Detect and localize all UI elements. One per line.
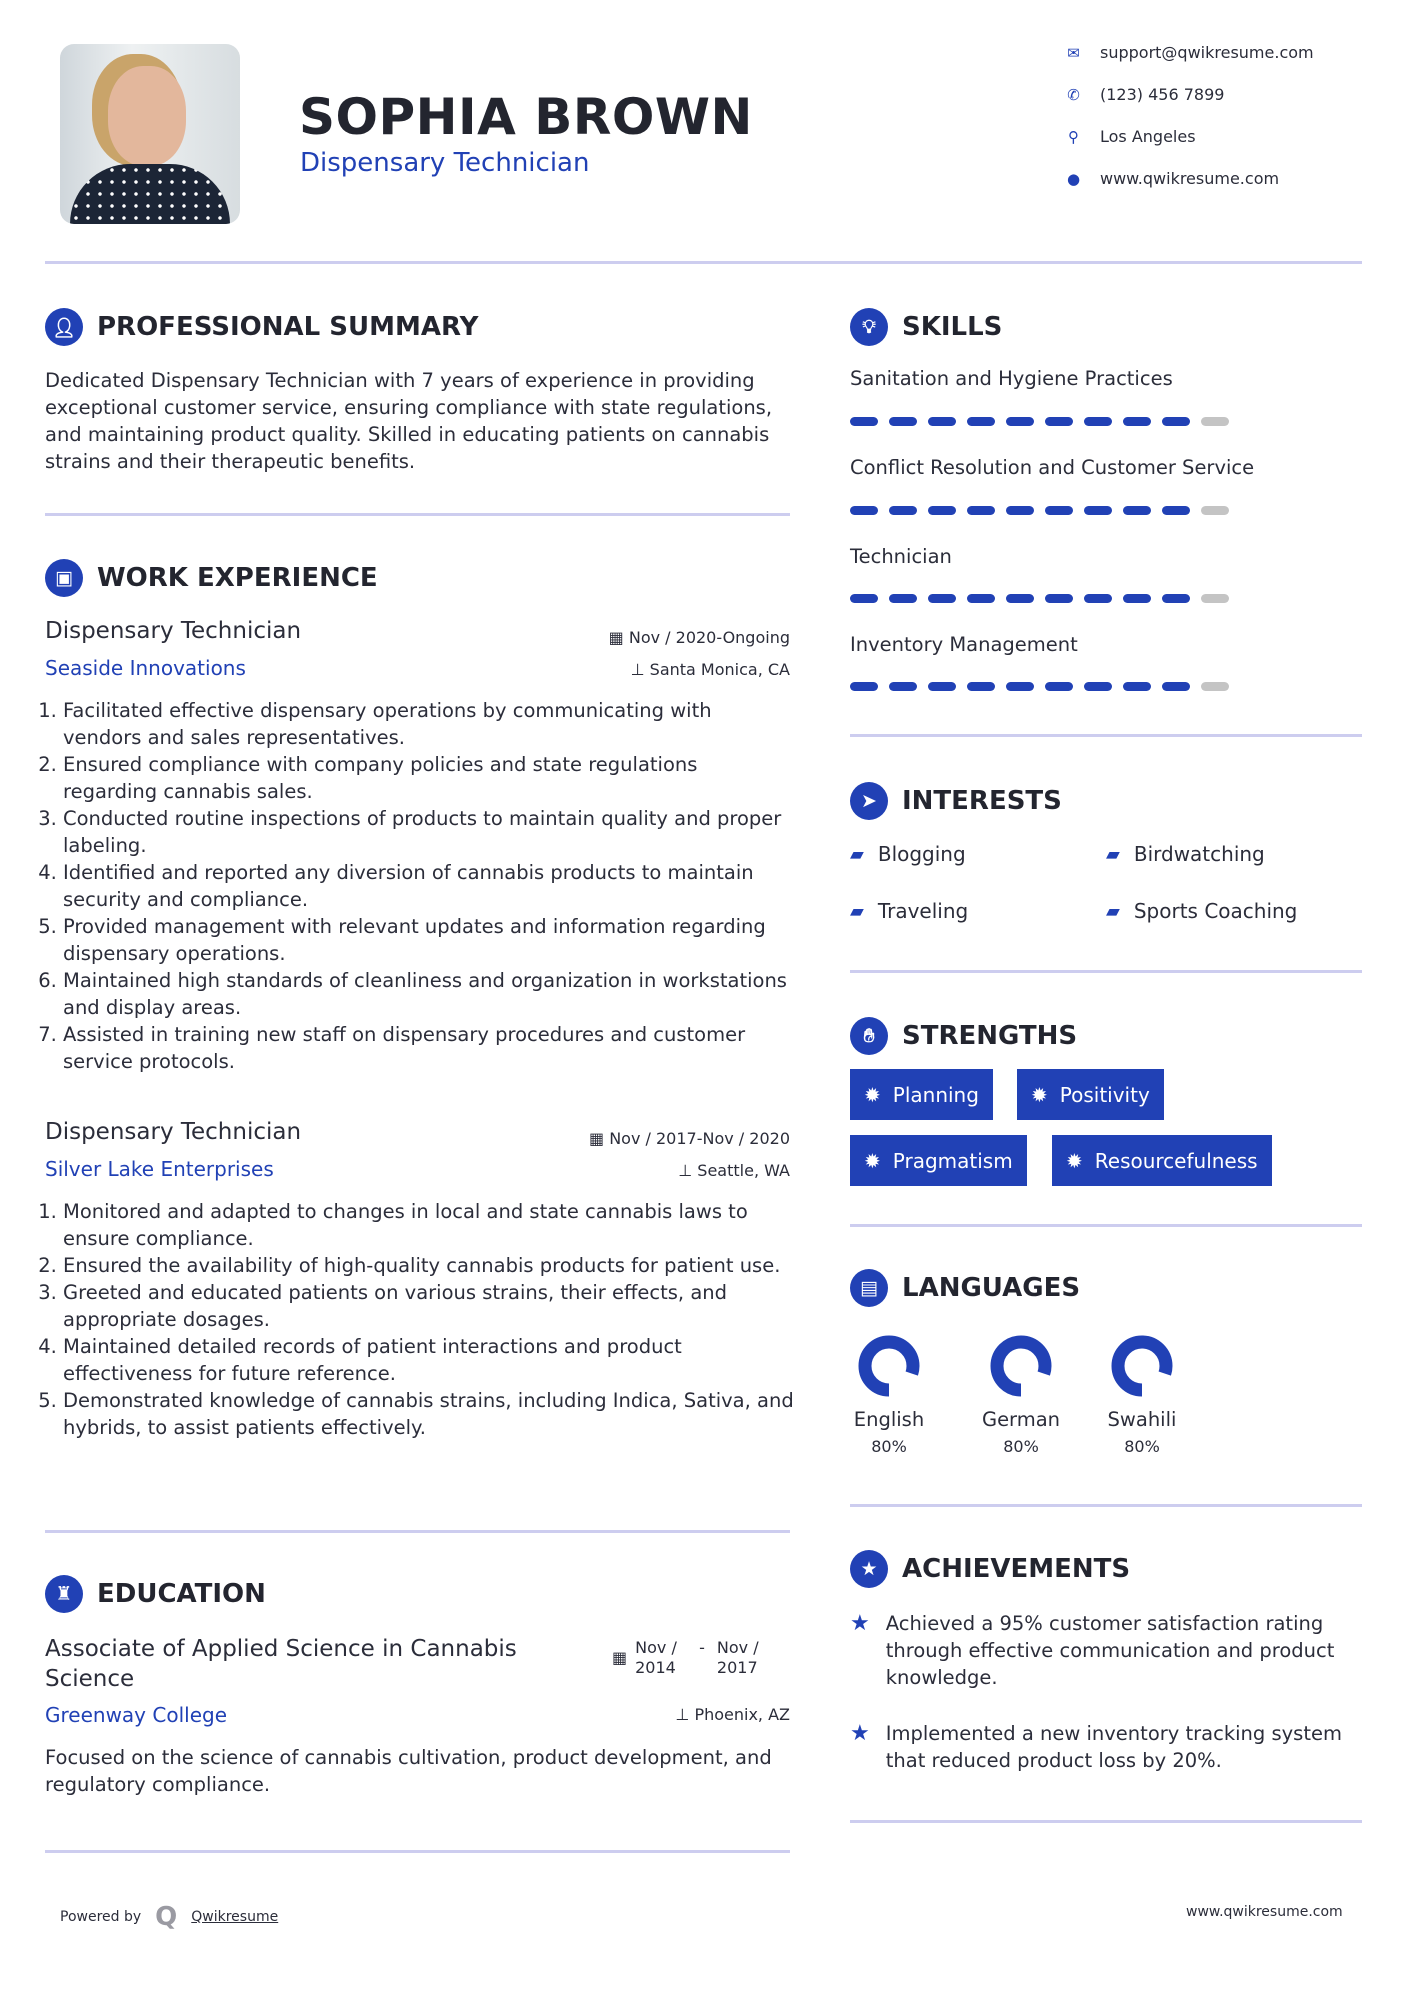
divider <box>45 1530 790 1533</box>
list-item: 6. Maintained high standards of cleanliness and organization in workstations and display areas. <box>63 967 795 1021</box>
skill-level-segment <box>1045 506 1073 515</box>
skill-level-segment <box>1201 682 1229 691</box>
skill-level-segment <box>1162 506 1190 515</box>
skill-level-bar <box>850 682 1229 691</box>
skill-level-segment <box>928 506 956 515</box>
skill-level-segment <box>850 506 878 515</box>
language-proficiency-ring <box>989 1334 1053 1398</box>
skill-level-segment <box>889 506 917 515</box>
job-date: ▦ Nov / 2017-Nov / 2020 <box>589 1129 790 1148</box>
candidate-name: SOPHIA BROWN <box>299 88 753 146</box>
skill-level-segment <box>850 594 878 603</box>
skill-level-segment <box>889 594 917 603</box>
degree-title: Associate of Applied Science in Cannabis Science <box>45 1636 517 1692</box>
skill-level-bar <box>850 594 1229 603</box>
skill-level-segment <box>1123 682 1151 691</box>
skill-level-segment <box>1162 682 1190 691</box>
list-item: 2. Ensured the availability of high-quality cannabis products for patient use. <box>63 1252 795 1279</box>
language-proficiency-ring <box>857 1334 921 1398</box>
section-heading-languages: ▤ LANGUAGES <box>850 1269 1080 1307</box>
list-item: 2. Ensured compliance with company policies and state regulations regarding cannabis sales. <box>63 751 795 805</box>
star-icon: ★ <box>850 1550 888 1588</box>
graduate-icon: ♜ <box>45 1575 83 1613</box>
language-name: English <box>853 1408 925 1431</box>
skill-level-segment <box>1201 506 1229 515</box>
job-bullets <box>45 1198 795 1441</box>
skill-level-segment <box>1006 417 1034 426</box>
footer-powered-by <box>60 1902 278 1932</box>
interest-item: ▰ Traveling <box>850 899 969 923</box>
section-heading-summary: 👤︎ PROFESSIONAL SUMMARY <box>45 308 478 346</box>
skill-level-bar <box>850 417 1229 426</box>
divider <box>850 1224 1362 1227</box>
achievement-item: ★ Achieved a 95% customer satisfaction rating through effective communication and product knowledge. <box>850 1611 1335 1689</box>
list-item: 1. Facilitated effective dispensary operations by communicating with vendors and sales representatives. <box>63 697 795 751</box>
user-icon: 👤︎ <box>45 308 83 346</box>
skill-level-segment <box>1084 682 1112 691</box>
map-pin-icon: ⚲ <box>1068 127 1079 146</box>
paper-plane-icon: ➤ <box>850 782 888 820</box>
powered-by-label: Powered by <box>60 1909 142 1925</box>
skill-level-segment <box>1123 417 1151 426</box>
skill-name: Conflict Resolution and Customer Service <box>850 456 1255 479</box>
skill-name: Inventory Management <box>850 633 1078 656</box>
skill-level-segment <box>928 682 956 691</box>
profile-photo <box>60 44 240 224</box>
skill-level-segment <box>1045 594 1073 603</box>
skill-level-segment <box>889 417 917 426</box>
pin-icon: ⊥ <box>630 660 650 679</box>
skill-level-segment <box>850 417 878 426</box>
skill-level-segment <box>1084 506 1112 515</box>
divider <box>850 970 1362 973</box>
summary-text: Dedicated Dispensary Technician with 7 years of experience in providing exceptional customer service, ensuring compliance with state regulations, and maintaining product quality. Skilled in educating patients on cannabis strains and their therapeutic benefits. <box>45 369 773 473</box>
language-percent: 80% <box>1003 1437 1039 1456</box>
skill-level-segment <box>1201 594 1229 603</box>
education-description: Focused on the science of cannabis cultivation, product development, and regulatory compliance. <box>45 1746 772 1796</box>
pin-icon: ⊥ <box>678 1161 698 1180</box>
badge-icon: ✹ <box>1066 1148 1083 1173</box>
divider <box>850 1820 1362 1823</box>
list-item: 3. Greeted and educated patients on various strains, their effects, and appropriate dosages. <box>63 1279 795 1333</box>
skill-level-segment <box>1123 506 1151 515</box>
contact-phone <box>1065 85 1224 104</box>
star-icon: ★ <box>850 1611 870 1636</box>
list-item: 7. Assisted in training new staff on dispensary procedures and customer service protocols. <box>63 1021 795 1075</box>
badge-icon: ✹ <box>864 1148 881 1173</box>
globe-icon: ● <box>1066 169 1081 188</box>
job-bullets <box>45 697 795 1075</box>
skill-level-segment <box>1045 417 1073 426</box>
candidate-title: Dispensary Technician <box>300 148 590 178</box>
strength-tag: ✹ Resourcefulness <box>1052 1135 1272 1186</box>
badge-icon: ✹ <box>864 1082 881 1107</box>
book-icon: ▰ <box>1106 900 1120 922</box>
job-title: Dispensary Technician <box>45 618 302 644</box>
skill-level-segment <box>928 417 956 426</box>
envelope-icon: ✉ <box>1067 43 1080 62</box>
job-date: ▦ Nov / 2020-Ongoing <box>608 628 790 647</box>
divider <box>45 1850 790 1853</box>
language-item <box>829 1334 949 1456</box>
language-proficiency-ring <box>1110 1334 1174 1398</box>
job-company: Silver Lake Enterprises <box>45 1157 274 1181</box>
strength-tag: ✹ Pragmatism <box>850 1135 1027 1186</box>
section-heading-interests: ➤ INTERESTS <box>850 782 1062 820</box>
language-name: Swahili <box>1107 1408 1177 1431</box>
skill-level-segment <box>1045 682 1073 691</box>
skill-level-segment <box>1162 594 1190 603</box>
calendar-icon: ▦ <box>589 1129 610 1148</box>
job-title: Dispensary Technician <box>45 1119 302 1145</box>
contact-location <box>1065 127 1196 146</box>
qwikresume-link[interactable]: Qwikresume <box>191 1909 279 1925</box>
phone-icon: ✆ <box>1067 85 1080 104</box>
job-location: ⊥ Santa Monica, CA <box>630 660 790 679</box>
strength-tag: ✹ Planning <box>850 1069 993 1120</box>
qwikresume-logo-icon: Q <box>155 1902 178 1932</box>
language-percent: 80% <box>1124 1437 1160 1456</box>
skill-name: Technician <box>850 545 952 568</box>
skill-level-segment <box>850 682 878 691</box>
divider <box>850 734 1362 737</box>
skill-level-segment <box>1201 417 1229 426</box>
star-icon: ★ <box>850 1721 870 1746</box>
list-item: 5. Provided management with relevant updates and information regarding dispensary operations. <box>63 913 795 967</box>
language-percent: 80% <box>871 1437 907 1456</box>
footer-website-link[interactable]: www.qwikresume.com <box>1186 1904 1343 1920</box>
list-item: 3. Conducted routine inspections of products to maintain quality and proper labeling. <box>63 805 795 859</box>
skill-level-segment <box>967 506 995 515</box>
skill-level-segment <box>928 594 956 603</box>
list-item: 4. Identified and reported any diversion of cannabis products to maintain security and compliance. <box>63 859 795 913</box>
list-item: 1. Monitored and adapted to changes in local and state cannabis laws to ensure compliance. <box>63 1198 795 1252</box>
book-icon: ▰ <box>850 900 864 922</box>
contact-email[interactable] <box>1065 43 1314 62</box>
language-item <box>961 1334 1081 1456</box>
lightbulb-icon: 💡︎ <box>850 308 888 346</box>
contact-text: (123) 456 7899 <box>1100 85 1225 104</box>
language-icon: ▤ <box>850 1269 888 1307</box>
header-divider <box>45 261 1362 264</box>
contact-text: Los Angeles <box>1100 127 1196 146</box>
strength-tag: ✹ Positivity <box>1017 1069 1164 1120</box>
language-name: German <box>981 1408 1061 1431</box>
interest-item: ▰ Sports Coaching <box>1106 899 1298 923</box>
contact-website[interactable] <box>1065 169 1279 188</box>
briefcase-icon: ▣ <box>45 559 83 597</box>
skill-level-segment <box>1162 417 1190 426</box>
skill-name: Sanitation and Hygiene Practices <box>850 367 1173 390</box>
contact-text: support@qwikresume.com <box>1100 43 1314 62</box>
list-item: 5. Demonstrated knowledge of cannabis strains, including Indica, Sativa, and hybrids, to assist patients effectively. <box>63 1387 795 1441</box>
skill-level-segment <box>1006 682 1034 691</box>
skill-level-segment <box>967 417 995 426</box>
list-item: 4. Maintained detailed records of patient interactions and product effectiveness for future reference. <box>63 1333 795 1387</box>
book-icon: ▰ <box>850 843 864 865</box>
divider <box>850 1504 1362 1507</box>
job-company: Seaside Innovations <box>45 656 246 680</box>
achievement-item: ★ Implemented a new inventory tracking system that reduced product loss by 20%. <box>850 1721 1342 1772</box>
school-name: Greenway College <box>45 1703 227 1727</box>
section-heading-achievements: ★ ACHIEVEMENTS <box>850 1550 1130 1588</box>
job-location: ⊥ Seattle, WA <box>678 1161 790 1180</box>
interest-item: ▰ Birdwatching <box>1106 842 1265 866</box>
skill-level-segment <box>967 682 995 691</box>
education-location: ⊥ Phoenix, AZ <box>675 1705 790 1724</box>
section-heading-work: ▣ WORK EXPERIENCE <box>45 559 378 597</box>
skill-level-bar <box>850 506 1229 515</box>
pin-icon: ⊥ <box>675 1705 695 1724</box>
skill-level-segment <box>1123 594 1151 603</box>
skill-level-segment <box>889 682 917 691</box>
section-heading-education: ♜ EDUCATION <box>45 1575 266 1613</box>
education-date: ▦ Nov / 2014 - Nov / 2017 <box>612 1638 759 1677</box>
hand-icon: ✋︎ <box>850 1017 888 1055</box>
language-item <box>1082 1334 1202 1456</box>
skill-level-segment <box>967 594 995 603</box>
interest-item: ▰ Blogging <box>850 842 966 866</box>
badge-icon: ✹ <box>1031 1082 1048 1107</box>
contact-text: www.qwikresume.com <box>1100 169 1280 188</box>
skill-level-segment <box>1006 506 1034 515</box>
skill-level-segment <box>1084 417 1112 426</box>
section-heading-skills: 💡︎ SKILLS <box>850 308 1002 346</box>
section-heading-strengths: ✋︎ STRENGTHS <box>850 1017 1077 1055</box>
skill-level-segment <box>1006 594 1034 603</box>
calendar-icon: ▦ <box>608 628 629 647</box>
divider <box>45 513 790 516</box>
book-icon: ▰ <box>1106 843 1120 865</box>
calendar-icon: ▦ <box>612 1648 628 1667</box>
skill-level-segment <box>1084 594 1112 603</box>
